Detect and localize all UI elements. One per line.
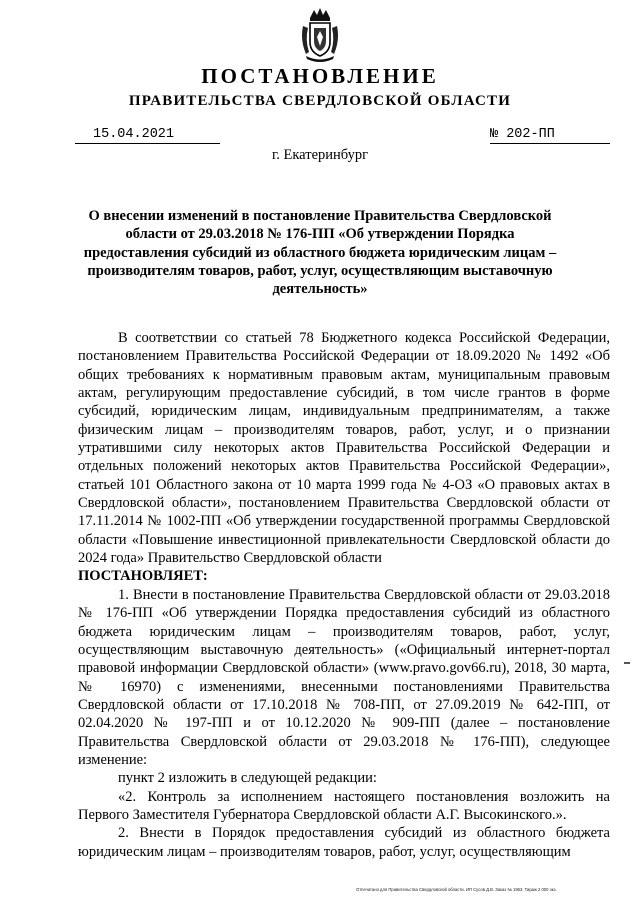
item-2-paragraph: 2. Внести в Порядок предоставления субсидий из областного бюджета юридическим лицам – производителям товаров, работ, услуг, осуществляющим — [78, 825, 610, 860]
doc-type-heading: ПОСТАНОВЛЕНИЕ — [201, 64, 439, 88]
city-label: г. Екатеринбург — [271, 147, 369, 163]
issuer-heading: ПРАВИТЕЛЬСТВА СВЕРДЛОВСКОЙ ОБЛАСТИ — [128, 93, 512, 109]
margin-mark — [624, 662, 630, 664]
item-1-paragraph: 1. Внести в постановление Правительства Свердловской области от 29.03.2018 № 176-ПП «Об утверждении Порядка предоставления субсидий из областного бюджета юридическим лицам – производителям товаров, работ, услуг, осуществляющим выставочную деятельность» («Официальный интернет-портал правовой информации Свердловской области» (www.pravo.gov66.ru), 2018, 30 марта, № 16970) с изменениями, внесенными постановлениями Правительства Свердловской области от 17.10.2018 № 708-ПП, от 27.09.2019 № 642-ПП, от 02.04.2020 № 197-ПП и от 10.12.2020 № 909-ПП (далее – постановление Правительства Свердловской области от 29.03.2018 № 176-ПП), следующее изменение: — [78, 586, 610, 768]
coat-of-arms-icon — [300, 6, 340, 64]
document-date: 15.04.2021 — [75, 126, 220, 144]
document-title: О внесении изменений в постановление Правительства Свердловской области от 29.03.2018 № 176-ПП «Об утверждении Порядка предоставления субсидий из областного бюджета юридическим лицам – производителям товаров, работ, услуг, осуществляющим выставочную деятельность» — [83, 208, 557, 298]
preamble-paragraph: В соответствии со статьей 78 Бюджетного кодекса Российской Федерации, постановлением Правительства Российской Федерации от 18.09.2020 № 1492 «Об общих требованиях к нормативным правовым актам, муниципальным правовым актам, регулирующим предоставление субсидий, в том числе грантов в форме субсидий, юридическим лицам, индивидуальным предпринимателям, а также физическим лицам – производителям товаров, работ, услуг, и о признании утратившими силу некоторых актов Правительства Российской Федерации и отдельных положений некоторых актов Правительства Российской Федерации», статьей 101 Областного закона от 10 марта 1999 года № 4-ОЗ «О правовых актах в Свердловской области», постановлением Правительства Свердловской области от 17.11.2014 № 1002-ПП «Об утверждении государственной программы Свердловской области «Повышение инвестиционной привлекательности Свердловской области до 2024 года» Правительство Свердловской области — [78, 330, 610, 567]
document-number: № 202-ПП — [490, 126, 610, 144]
document-body — [78, 329, 610, 861]
print-footer: Отпечатано для Правительства Свердловской области. ИП Сусов Д.В. Заказ № 1963. Тираж 2 000 экз. — [356, 887, 557, 892]
decree-word: ПОСТАНОВЛЯЕТ: — [78, 568, 208, 585]
item-1-subparagraph: пункт 2 изложить в следующей редакции: — [118, 770, 377, 787]
item-1-quote: «2. Контроль за исполнением настоящего постановления возложить на Первого Заместителя Губернатора Свердловской области А.Г. Высокинского.». — [78, 788, 610, 823]
